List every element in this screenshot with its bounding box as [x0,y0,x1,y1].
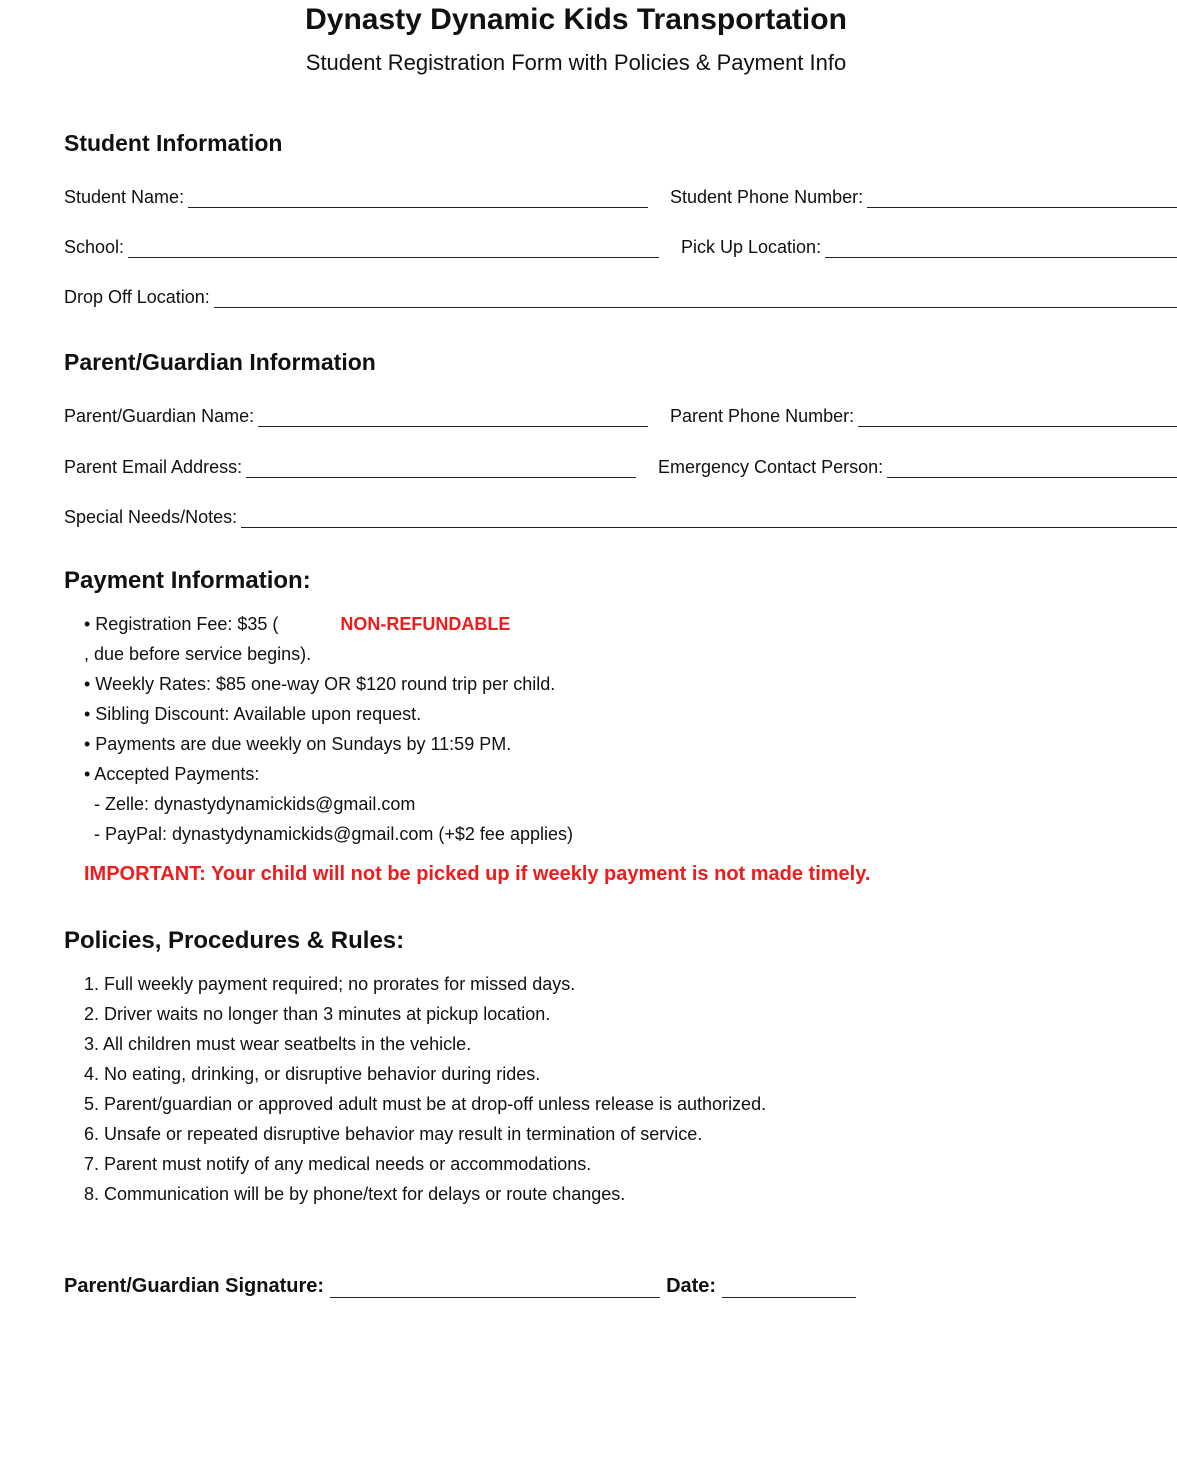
student-row-2 [64,230,1177,258]
student-row-3 [64,280,1177,308]
payment-item: • Weekly Rates: $85 one-way OR $120 round trip per child. [84,674,556,694]
policy-item: 8. Communication will be by phone/text for delays or route changes. [84,1184,626,1204]
special-needs-label: Special Needs/Notes: [64,507,238,527]
pickup-input[interactable] [825,237,1177,258]
student-phone-label: Student Phone Number: [670,187,864,207]
parent-phone-field [670,399,1177,427]
emergency-contact-field [658,450,1177,478]
policies-heading: Policies, Procedures & Rules: [64,927,405,954]
student-phone-field [670,180,1177,208]
non-refundable-badge: NON-REFUNDABLE [340,614,511,634]
date-input[interactable] [722,1275,856,1298]
parent-email-label: Parent Email Address: [64,457,243,477]
payment-item: • Accepted Payments: [84,764,260,784]
signature-label: Parent/Guardian Signature: [64,1275,325,1297]
school-field [64,230,659,258]
emergency-contact-label: Emergency Contact Person: [658,457,884,477]
student-phone-input[interactable] [867,187,1177,208]
page-title: Dynasty Dynamic Kids Transportation [305,3,847,36]
student-row-1 [64,180,1177,208]
date-label: Date: [666,1275,717,1297]
policies-list [84,969,766,1209]
signature-input[interactable] [330,1275,660,1298]
parent-name-input[interactable] [258,406,648,427]
parent-phone-input[interactable] [858,406,1177,427]
dropoff-label: Drop Off Location: [64,287,210,307]
payment-item-paypal: - PayPal: dynastydynamickids@gmail.com (+$2 fee applies) [84,824,573,844]
student-name-label: Student Name: [64,187,185,207]
special-needs-field [64,500,1177,528]
parent-email-input[interactable] [246,457,636,478]
payment-list [84,609,573,849]
payment-item: • Payments are due weekly on Sundays by 11:59 PM. [84,734,512,754]
payment-fee-text: • Registration Fee: $35 ( [84,614,279,634]
parent-row-2 [64,450,1177,478]
payment-item: • Sibling Discount: Available upon request. [84,704,422,724]
parent-row-3 [64,500,1177,528]
emergency-contact-input[interactable] [887,457,1177,478]
school-input[interactable] [128,237,659,258]
policy-item: 7. Parent must notify of any medical needs or accommodations. [84,1154,592,1174]
policy-item: 1. Full weekly payment required; no prorates for missed days. [84,974,576,994]
parent-name-label: Parent/Guardian Name: [64,406,255,426]
school-label: School: [64,237,125,257]
policy-item: 2. Driver waits no longer than 3 minutes at pickup location. [84,1004,551,1024]
student-info-heading: Student Information [64,130,283,156]
page-subtitle: Student Registration Form with Policies & Payment Info [305,50,847,75]
student-name-field [64,180,648,208]
dropoff-field [64,280,1177,308]
signature-row [64,1268,856,1298]
policy-item: 3. All children must wear seatbelts in the vehicle. [84,1034,472,1054]
payment-fee-line-end: , due before service begins). [84,644,312,664]
important-notice: IMPORTANT: Your child will not be picked up if weekly payment is not made timely. [84,863,871,885]
policy-item: 6. Unsafe or repeated disruptive behavior may result in termination of service. [84,1124,703,1144]
parent-info-heading: Parent/Guardian Information [64,349,376,375]
pickup-field [681,230,1177,258]
parent-row-1 [64,399,1177,427]
payment-info-heading: Payment Information: [64,567,311,594]
student-name-input[interactable] [188,187,648,208]
dropoff-input[interactable] [214,287,1177,308]
policy-item: 5. Parent/guardian or approved adult must be at drop-off unless release is authorized. [84,1094,767,1114]
policy-item: 4. No eating, drinking, or disruptive behavior during rides. [84,1064,541,1084]
parent-name-field [64,399,648,427]
payment-item-zelle: - Zelle: dynastydynamickids@gmail.com [84,794,416,814]
special-needs-input[interactable] [241,507,1177,528]
parent-email-field [64,450,636,478]
payment-fee-line [84,609,573,639]
parent-phone-label: Parent Phone Number: [670,406,855,426]
pickup-label: Pick Up Location: [681,237,822,257]
